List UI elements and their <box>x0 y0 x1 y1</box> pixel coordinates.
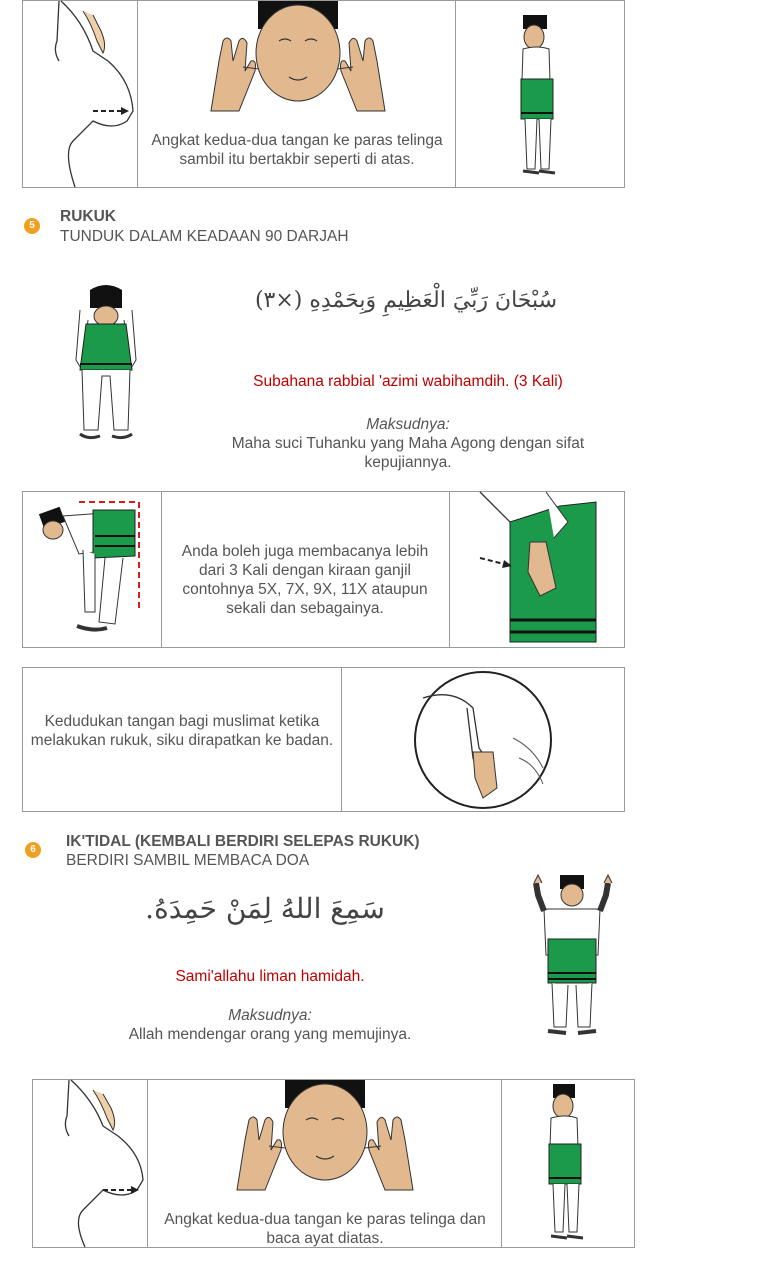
iktidal-standing-figure-illustration <box>528 875 618 1040</box>
bottom-illustration-panel <box>32 1079 635 1248</box>
iktidal-arabic-text: سَمِعَ اللهُ لِمَنْ حَمِدَهُ. <box>145 892 385 925</box>
top-panel-caption: Angkat kedua-dua tangan ke paras telinga sambil itu bertakbir seperti di atas. <box>151 132 443 168</box>
rukuk-title: RUKUK <box>60 208 116 225</box>
rukuk-meaning: Maha suci Tuhanku yang Maha Agong dengan sifat kepujiannya. <box>231 435 585 471</box>
rukuk-note-text: Anda boleh juga membacanya lebih dari 3 Kali dengan kiraan ganjil contohnya 5X, 7X, 9X, 11X ataupun sekali dan sebagainya. <box>181 543 429 617</box>
muslimat-note-text: Kedudukan tangan bagi muslimat ketika melakukan rukuk, siku dirapatkan ke badan. <box>30 713 334 749</box>
rukuk-side-figure-illustration <box>23 492 159 647</box>
hand-raise-side-illustration <box>23 1 135 187</box>
iktidal-transliteration: Sami'allahu liman hamidah. <box>175 968 365 985</box>
top-illustration-panel <box>22 0 625 188</box>
standing-side-figure-illustration-bottom <box>503 1080 635 1247</box>
rukuk-front-figure-illustration <box>66 280 156 450</box>
muslimat-elbow-circle-illustration <box>343 668 625 811</box>
rukuk-note-panel <box>22 491 625 648</box>
muslimat-hand-panel <box>22 667 625 812</box>
face-hands-raised-illustration <box>139 1 455 121</box>
rukuk-hand-knee-illustration <box>450 492 626 647</box>
rukuk-subtitle: TUNDUK DALAM KEADAAN 90 DARJAH <box>60 228 349 245</box>
bottom-panel-caption: Angkat kedua-dua tangan ke paras telinga dan baca ayat diatas. <box>164 1211 486 1247</box>
face-hands-raised-illustration-bottom <box>149 1080 501 1195</box>
iktidal-title: IK'TIDAL (KEMBALI BERDIRI SELEPAS RUKUK) <box>66 833 420 850</box>
step-badge-6: 6 <box>25 842 41 858</box>
step-badge-5: 5 <box>24 218 40 234</box>
standing-side-figure-illustration <box>457 1 627 187</box>
rukuk-arabic-text: سُبْحَانَ رَبِّيَ الْعَظِيمِ وَبِحَمْدِهِ (×٣) <box>254 288 558 313</box>
rukuk-transliteration: Subahana rabbial 'azimi wabihamdih. (3 Kali) <box>253 373 563 390</box>
iktidal-meaning: Allah mendengar orang yang memujinya. <box>128 1026 412 1043</box>
iktidal-meaning-label: Maksudnya: <box>228 1007 312 1024</box>
iktidal-subtitle: BERDIRI SAMBIL MEMBACA DOA <box>66 852 310 869</box>
rukuk-meaning-label: Maksudnya: <box>366 416 450 433</box>
hand-raise-side-illustration-bottom <box>33 1080 145 1247</box>
